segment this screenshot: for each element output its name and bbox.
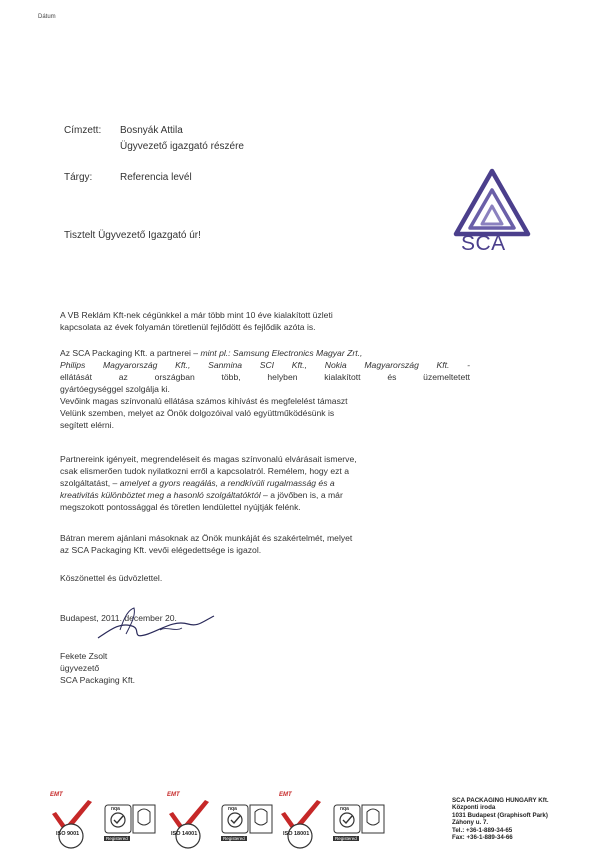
paragraph-line: csak elismerően tudok nyilatkozni erről a kapcsolatról. Remélem, hogy ezt a bbox=[60, 466, 349, 476]
place-date: Budapest, 2011. december 20. bbox=[60, 613, 177, 623]
paragraph-line: ellátását az országban több, helyben kialakított és üzemeltetett bbox=[60, 372, 470, 382]
registered-label: Registered bbox=[223, 836, 245, 841]
paragraph-line: megszokott pontossággal és töretlen lendülettel nyújtják felénk. bbox=[60, 502, 301, 512]
iso-label: ISO 18001 bbox=[283, 831, 310, 837]
paragraph-line: Az SCA Packaging Kft. a partnerei – bbox=[60, 348, 201, 358]
salutation: Tisztelt Ügyvezető Igazgató úr! bbox=[64, 230, 201, 241]
signatory-name: Fekete Zsolt bbox=[60, 651, 108, 661]
paragraph-line: Velünk szemben, melyet az Önök dolgozóival való együttműködésünk is bbox=[60, 408, 335, 418]
footer-address-line: 1031 Budapest (Graphisoft Park) bbox=[452, 811, 548, 819]
registered-label: Registered bbox=[335, 836, 357, 841]
nqa-label: nqa bbox=[340, 806, 349, 812]
nqa-label: nqa bbox=[228, 806, 237, 812]
cert-group-iso9001 bbox=[48, 792, 168, 852]
paragraph-line-italic: kreativitás különböztet meg a hasonló szolgáltatóktól bbox=[60, 490, 261, 500]
paragraph-3 bbox=[60, 453, 520, 513]
emt-logo: EMT bbox=[167, 792, 180, 798]
footer-company: SCA PACKAGING HUNGARY Kft. bbox=[452, 797, 549, 804]
signatory-company: SCA Packaging Kft. bbox=[60, 675, 135, 685]
date-label: Dátum bbox=[38, 14, 56, 20]
iso-label: ISO 14001 bbox=[171, 831, 198, 837]
signatory-title: ügyvezető bbox=[60, 663, 100, 673]
footer-address-line: Záhony u. 7. bbox=[452, 819, 489, 827]
ukas-badge-icon bbox=[249, 804, 273, 834]
emt-check-badge-icon bbox=[48, 800, 94, 850]
paragraph-line: – a jövőben is, a már bbox=[260, 490, 343, 500]
paragraph-line: Bátran merem ajánlani másoknak az Önök munkáját és szakértelmét, melyet bbox=[60, 533, 353, 543]
registered-label: Registered bbox=[106, 836, 128, 841]
emt-check-badge-icon bbox=[165, 800, 211, 850]
emt-check-badge-icon bbox=[277, 800, 323, 850]
paragraph-line: kapcsolata az évek folyamán töretlenül fejlődött és fejlődik azóta is. bbox=[60, 322, 316, 332]
paragraph-line: A VB Reklám Kft-nek cégünkkel a már több mint 10 éve kialakított üzleti bbox=[60, 310, 333, 320]
footer-fax: Fax: +36-1-889-34-66 bbox=[452, 834, 513, 842]
footer-office: Központi iroda bbox=[452, 804, 496, 812]
emt-logo: EMT bbox=[279, 792, 292, 798]
paragraph-4 bbox=[60, 532, 520, 556]
paragraph-line: gyártóegységgel szolgálja ki. bbox=[60, 384, 170, 394]
cert-group-iso14001 bbox=[165, 792, 285, 852]
paragraph-line-italic: mint pl.: Samsung Electronics Magyar Zrt., bbox=[200, 348, 363, 358]
ukas-badge-icon bbox=[132, 804, 156, 834]
recipient-label: Címzett: bbox=[64, 125, 102, 136]
paragraph-line: Partnereink igényeit, megrendeléseit és magas színvonalú elvárásait ismerve, bbox=[60, 454, 357, 464]
iso-label: ISO 9001 bbox=[56, 831, 80, 837]
ukas-badge-icon bbox=[361, 804, 385, 834]
signature bbox=[90, 600, 220, 650]
footer-tel: Tel.: +36-1-889-34-65 bbox=[452, 826, 513, 834]
recipient-role: Ügyvezető igazgató részére bbox=[120, 141, 244, 152]
paragraph-line: szolgáltatást, – bbox=[60, 478, 120, 488]
paragraph-1 bbox=[60, 309, 520, 333]
paragraph-line: Vevőink magas színvonalú ellátása számos kihívást és megfelelést támaszt bbox=[60, 396, 348, 406]
closing-greeting: Köszönettel és üdvözlettel. bbox=[60, 573, 163, 583]
recipient-name: Bosnyák Attila bbox=[120, 125, 183, 136]
paragraph-line: az SCA Packaging Kft. vevői elégedettsége is igazol. bbox=[60, 545, 262, 555]
footer-address bbox=[452, 797, 592, 841]
sca-logo-text: SCA bbox=[461, 232, 506, 255]
sca-triangle-icon bbox=[452, 168, 532, 238]
nqa-label: nqa bbox=[111, 806, 120, 812]
emt-logo: EMT bbox=[50, 792, 63, 798]
paragraph-line-italic: Philips Magyarország Kft., Sanmina SCI Kft., Nokia Magyarország Kft. - bbox=[60, 360, 470, 370]
subject-label: Tárgy: bbox=[64, 172, 93, 183]
paragraph-line: segített elérni. bbox=[60, 420, 114, 430]
paragraph-line-italic: amelyet a gyors reagálás, a rendkívüli rugalmasság és a bbox=[119, 478, 335, 488]
sca-logo bbox=[452, 168, 532, 258]
paragraph-2 bbox=[60, 347, 470, 431]
cert-group-iso18001 bbox=[277, 792, 397, 852]
signatory-block bbox=[60, 650, 135, 686]
subject-value: Referencia levél bbox=[120, 172, 192, 183]
